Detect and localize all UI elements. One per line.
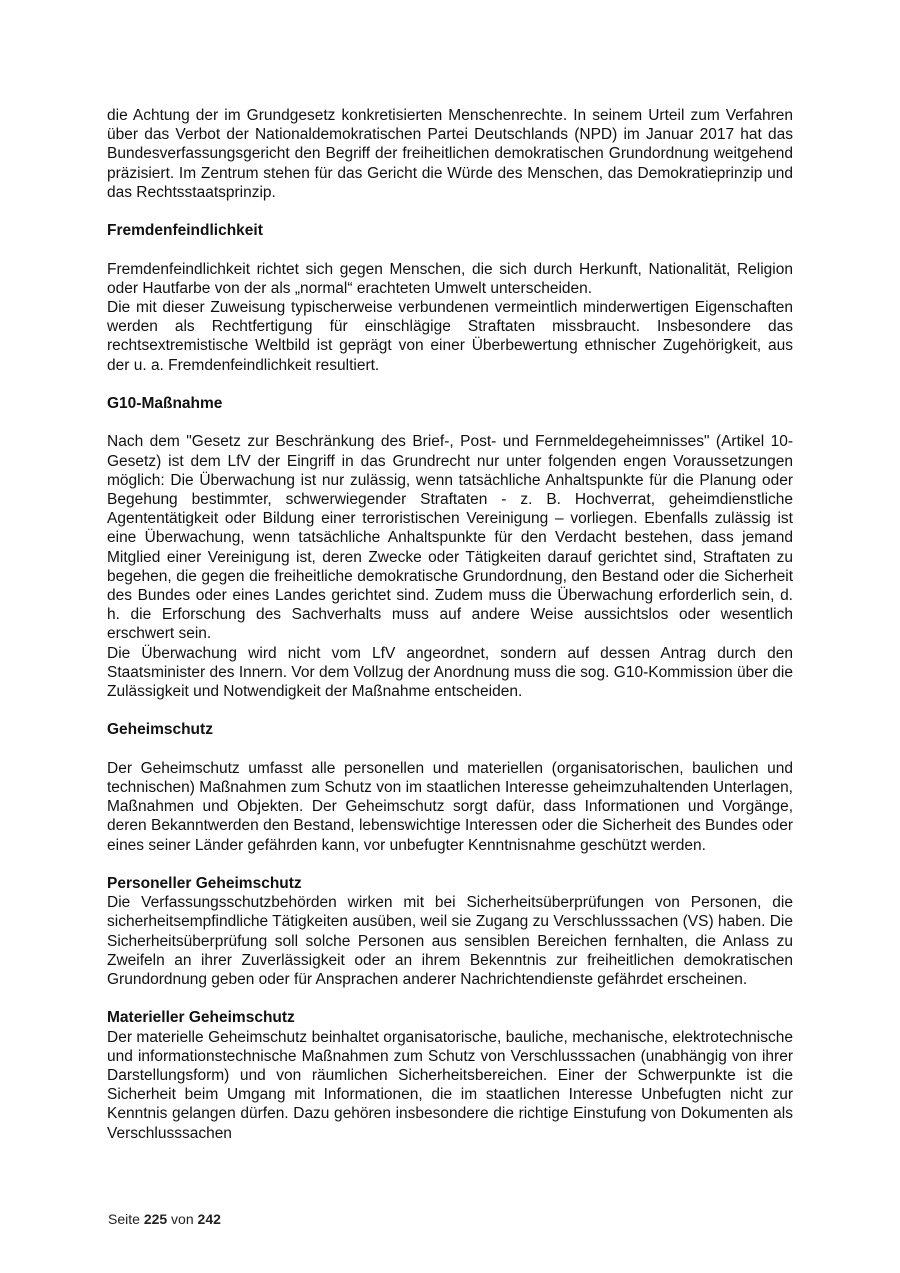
fremdenfeindlichkeit-paragraph-1: Fremdenfeindlichkeit richtet sich gegen Menschen, die sich durch Herkunft, Nationalität, Religion oder Hautfarbe von der als „normal“ erachteten Umwelt unterscheiden.: [107, 260, 793, 297]
personeller-geheimschutz-paragraph: Die Verfassungsschutzbehörden wirken mit bei Sicherheitsüberprüfungen von Personen, die sicherheitsempfindliche Tätigkeiten ausüben, weil sie Zugang zu Verschlusssachen (VS) haben. Die Sicherheitsüberprüfung soll solche Personen aus sensiblen Bereichen fernhalten, die Anlass zu Zweifeln an ihrer Zuverlässigkeit oder an ihrem Bekenntnis zur freiheitlichen demokratischen Grundordnung geben oder für Ansprachen anderer Nachrichtendienste gefährdet erscheinen.: [107, 894, 793, 989]
section-heading-fremdenfeindlichkeit: Fremdenfeindlichkeit: [107, 222, 263, 240]
total-page-count: 242: [197, 1211, 221, 1227]
intro-paragraph: die Achtung der im Grundgesetz konkretisierten Menschenrechte. In seinem Urteil zum Verfahren über das Verbot der Nationaldemokratischen Partei Deutschlands (NPD) im Januar 2017 hat das Bundesverfassungsgericht den Begriff der freiheitlichen demokratischen Grundordnung weitgehend präzisiert. Im Zentrum stehen für das Gericht die Würde des Menschen, das Demokratieprinzip und das Rechtsstaatsprinzip.: [107, 107, 793, 201]
g10-paragraph-1: Nach dem "Gesetz zur Beschränkung des Brief-, Post- und Fernmeldegeheimnisses" (Artikel 10-Gesetz) ist dem LfV der Eingriff in das Grundrecht nur unter folgenden engen Voraussetzungen möglich: Die Überwachung ist nur zulässig, wenn tatsächliche Anhaltspunkte für die Planung oder Begehung bestimmter, schwerwiegender Straftaten - z. B. Hochverrat, geheimdienstliche Agententätigkeit oder Bildung einer terroristischen Vereinigung – vorliegen. Ebenfalls zulässig ist eine Überwachung, wenn tatsächliche Anhaltspunkte für den Verdacht bestehen, dass jemand Mitglied einer Vereinigung ist, deren Zwecke oder Tätigkeiten darauf gerichtet sind, Straftaten zu begehen, die gegen die freiheitliche demokratische Grundordnung, den Bestand oder die Sicherheit des Bundes oder eines Landes gerichtet sind. Zudem muss die Überwachung erforderlich sein, d. h. die Erforschung des Sachverhalts muss auf andere Weise aussichtslos oder wesentlich erschwert sein.: [107, 433, 793, 643]
section-heading-g10: G10-Maßnahme: [107, 395, 223, 412]
geheimschutz-paragraph: Der Geheimschutz umfasst alle personellen und materiellen (organisatorischen, baulichen und technischen) Maßnahmen zum Schutz von im staatlichen Interesse geheimzuhaltenden Unterlagen, Maßnahmen und Objekten. Der Geheimschutz sorgt dafür, dass Informationen und Vorgänge, deren Bekanntwerden den Bestand, lebenswichtige Interessen oder die Sicherheit des Bundes oder eines seiner Länder gefährden kann, vor unbefugter Kenntnisnahme geschützt werden.: [107, 759, 793, 854]
current-page-number: 225: [143, 1211, 168, 1227]
document-body: [107, 106, 793, 1143]
page-footer: [108, 1211, 221, 1227]
footer-prefix: Seite: [108, 1211, 144, 1227]
section-heading-materieller-geheimschutz: Materieller Geheimschutz: [107, 1009, 295, 1027]
section-heading-personeller-geheimschutz: Personeller Geheimschutz: [107, 875, 302, 893]
fremdenfeindlichkeit-paragraph-2: Die mit dieser Zuweisung typischerweise verbundenen vermeintlich minderwertigen Eigenschaften werden als Rechtfertigung für einschlägige Straftaten missbraucht. Insbesondere das rechtsextremistische Weltbild ist geprägt von einer Überbewertung ethnischer Zugehörigkeit, aus der u. a. Fremdenfeindlichkeit resultiert.: [107, 299, 793, 374]
g10-paragraph-2: Die Überwachung wird nicht vom LfV angeordnet, sondern auf dessen Antrag durch den Staatsminister des Innern. Vor dem Vollzug der Anordnung muss die sog. G10-Kommission über die Zulässigkeit und Notwendigkeit der Maßnahme entscheiden.: [107, 644, 793, 701]
section-heading-geheimschutz: Geheimschutz: [107, 721, 213, 739]
materieller-geheimschutz-paragraph: Der materielle Geheimschutz beinhaltet organisatorische, bauliche, mechanische, elektrotechnische und informationstechnische Maßnahmen zum Schutz von Verschlusssachen (unabhängig von ihrer Darstellungsform) und von räumlichen Sicherheitsbereichen. Einer der Schwerpunkte ist die Sicherheit beim Umgang mit Informationen, die im staatlichen Interesse Unbefugten nicht zur Kenntnis gelangen dürfen. Dazu gehören insbesondere die richtige Einstufung von Dokumenten als Verschlusssachen: [107, 1028, 793, 1142]
footer-middle: von: [167, 1211, 198, 1227]
